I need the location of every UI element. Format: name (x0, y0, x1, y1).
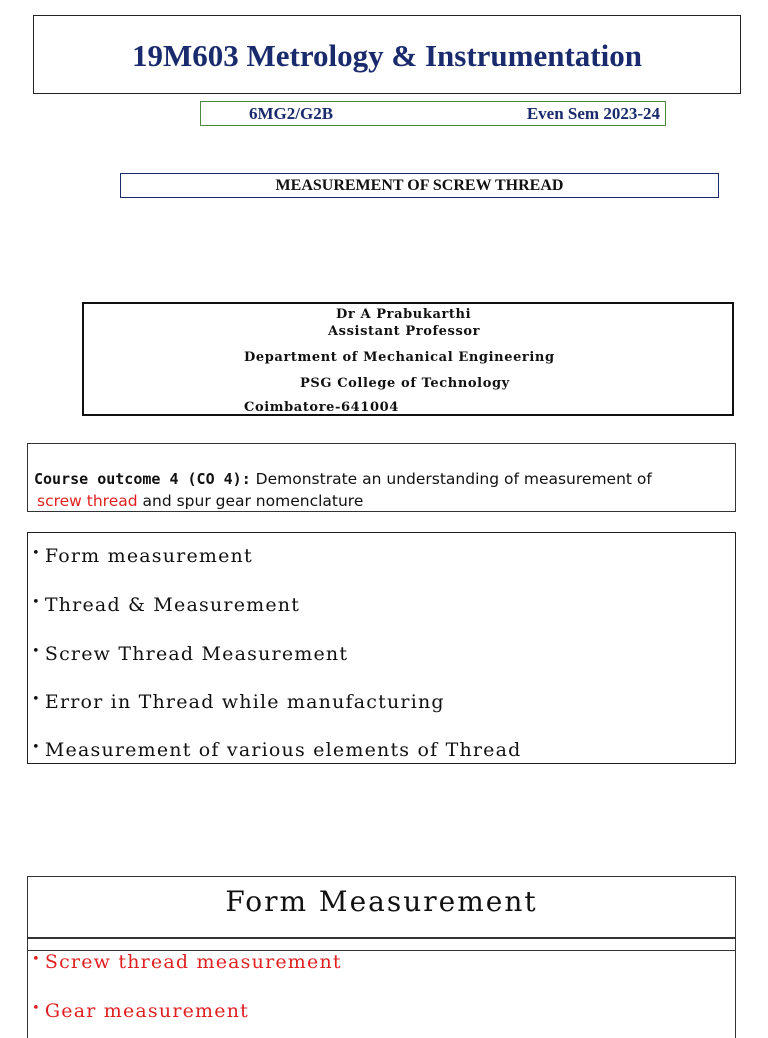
bullet-icon: • (32, 595, 41, 610)
list-item: • Screw Thread Measurement (32, 643, 349, 665)
author-city: Coimbatore-641004 (244, 400, 399, 415)
semester-label: Even Sem 2023-24 (526, 104, 660, 123)
class-label: 6MG2/G2B (249, 104, 334, 123)
bullet-icon: • (32, 952, 41, 967)
course-outcome-block (27, 443, 736, 512)
author-name: Dr A Prabukarthi (336, 307, 472, 322)
course-outcome-label: Course outcome 4 (CO 4): (34, 470, 251, 488)
form-measurement-heading-box (27, 876, 736, 938)
bullet-icon: • (32, 740, 41, 755)
list-item: • Form measurement (32, 545, 253, 567)
title-banner (33, 15, 741, 94)
topic-title: MEASUREMENT OF SCREW THREAD (275, 177, 564, 194)
bullet-icon: • (32, 1001, 41, 1016)
bullet-icon: • (32, 692, 41, 707)
list-item: • Thread & Measurement (32, 594, 301, 616)
topic-banner (120, 173, 719, 198)
author-block (82, 302, 734, 416)
course-outcome-highlight: screw thread (37, 492, 138, 510)
course-outcome-text: Demonstrate an understanding of measurement of (250, 470, 652, 488)
author-college: PSG College of Technology (300, 376, 510, 391)
course-outcome-line-2 (37, 492, 363, 510)
bullet-icon: • (32, 644, 41, 659)
topics-list (27, 532, 736, 764)
author-designation: Assistant Professor (328, 324, 481, 339)
course-outcome-text-2: and spur gear nomenclature (137, 492, 364, 510)
list-item: • Gear measurement (32, 1000, 249, 1022)
list-item: • Measurement of various elements of Thread (32, 739, 522, 761)
semester-bar (200, 101, 666, 126)
course-outcome-line-1 (34, 470, 652, 488)
list-item: • Screw thread measurement (32, 951, 342, 973)
list-item: • Error in Thread while manufacturing (32, 691, 445, 713)
page-title: 19M603 Metrology & Instrumentation (131, 38, 642, 73)
form-measurement-list (27, 938, 736, 1038)
author-department: Department of Mechanical Engineering (244, 350, 555, 365)
bullet-icon: • (32, 546, 41, 561)
form-measurement-heading: Form Measurement (225, 885, 538, 918)
